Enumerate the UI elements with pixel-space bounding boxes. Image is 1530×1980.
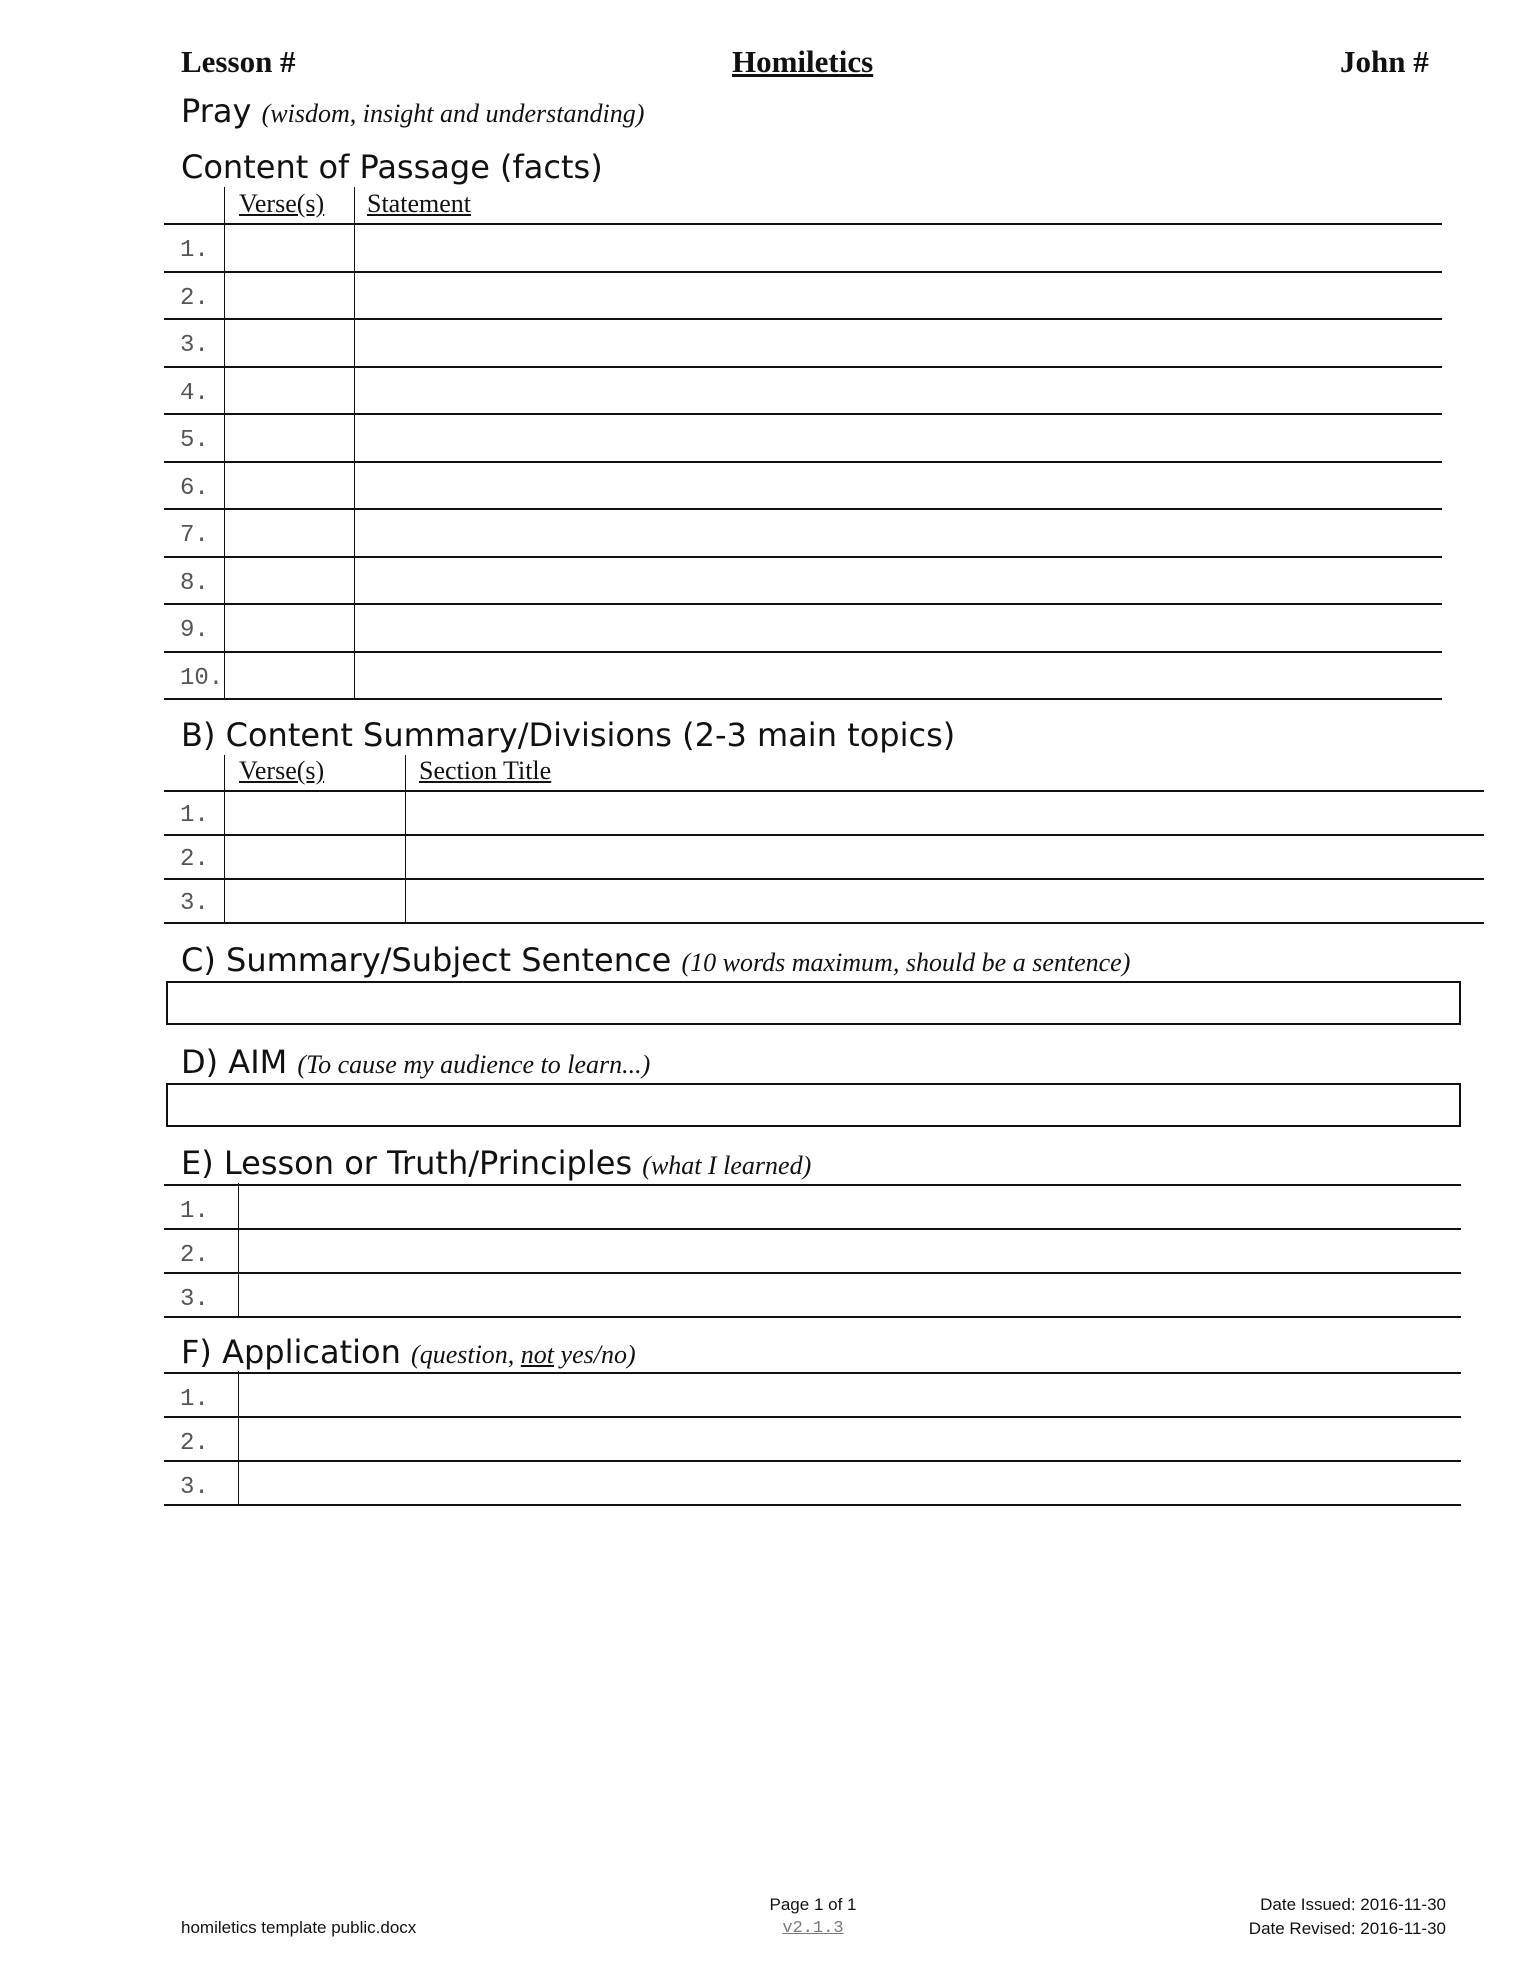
application-entry[interactable] [240, 1419, 1459, 1457]
aim-field[interactable] [166, 1083, 1461, 1127]
row-number: 2. [180, 1430, 209, 1457]
pray-line [181, 92, 644, 130]
row-rule [164, 556, 1442, 558]
section-f-note-emphasis: not [520, 1340, 555, 1369]
verse-cell[interactable] [226, 654, 352, 696]
statement-cell[interactable] [356, 559, 1440, 601]
section-title-cell[interactable] [407, 837, 1482, 875]
principle-entry[interactable] [240, 1187, 1459, 1225]
footer-date-revised: Date Revised: 2016-11-30 [1248, 1919, 1446, 1938]
verse-cell[interactable] [226, 416, 352, 458]
section-c-title: C) Summary/Subject Sentence [181, 941, 672, 979]
column-divider [354, 187, 355, 698]
principle-entry[interactable] [240, 1231, 1459, 1269]
pray-note: (wisdom, insight and understanding) [261, 99, 645, 128]
column-divider [224, 755, 225, 922]
section-c-note: (10 words maximum, should be a sentence) [681, 948, 1131, 977]
row-rule [164, 1416, 1461, 1418]
lesson-number-label: Lesson # [181, 44, 296, 79]
section-e-note: (what I learned) [642, 1151, 812, 1180]
row-rule [164, 508, 1442, 510]
row-number: 6. [180, 474, 209, 502]
statement-cell[interactable] [356, 464, 1440, 506]
row-number: 4. [180, 379, 209, 407]
section-e-title: E) Lesson or Truth/Principles [181, 1144, 633, 1182]
row-number: 3. [180, 332, 209, 359]
section-b-section-title-header: Section Title [419, 756, 552, 785]
verse-cell[interactable] [226, 881, 403, 919]
section-e-title-line [181, 1144, 811, 1182]
verse-cell[interactable] [226, 274, 352, 316]
row-number: 1. [180, 237, 209, 264]
statement-cell[interactable] [356, 511, 1440, 553]
row-rule [164, 1460, 1461, 1462]
section-c-title-line [181, 941, 1130, 979]
row-number: 1. [180, 1386, 209, 1413]
row-number: 10. [180, 664, 224, 692]
principle-entry[interactable] [240, 1275, 1459, 1313]
column-divider [238, 1183, 239, 1316]
section-b-verse-header: Verse(s) [239, 756, 325, 785]
section-a-title: Content of Passage (facts) [181, 148, 603, 186]
verse-cell[interactable] [226, 606, 352, 648]
section-d-title: D) AIM [181, 1043, 288, 1081]
statement-cell[interactable] [356, 226, 1440, 268]
column-divider [405, 755, 406, 922]
book-chapter-label: John # [1340, 44, 1429, 79]
row-number: 2. [180, 1242, 209, 1269]
section-f-title-line [181, 1333, 636, 1371]
row-rule [164, 1504, 1461, 1506]
row-rule [164, 834, 1484, 836]
section-title-cell[interactable] [407, 793, 1482, 831]
row-number: 5. [180, 427, 209, 454]
verse-cell[interactable] [226, 559, 352, 601]
column-divider [238, 1371, 239, 1504]
row-number: 2. [180, 846, 209, 873]
row-number: 3. [180, 890, 209, 917]
row-number: 3. [180, 1474, 209, 1501]
row-rule [164, 603, 1442, 605]
row-rule [164, 318, 1442, 320]
footer-date-issued: Date Issued: 2016-11-30 [1260, 1895, 1446, 1914]
row-rule [164, 651, 1442, 653]
subject-sentence-field[interactable] [166, 981, 1461, 1025]
table-top-rule [164, 223, 1442, 225]
row-number: 3. [180, 1286, 209, 1313]
verse-cell[interactable] [226, 369, 352, 411]
statement-cell[interactable] [356, 369, 1440, 411]
row-rule [164, 366, 1442, 368]
table-top-rule [164, 790, 1484, 792]
row-number: 7. [180, 522, 209, 549]
pray-label: Pray [181, 92, 252, 130]
row-number: 9. [180, 617, 209, 644]
row-number: 1. [180, 802, 209, 829]
row-rule [164, 1272, 1461, 1274]
footer-filename: homiletics template public.docx [181, 1918, 417, 1937]
table-top-rule [164, 1184, 1461, 1186]
application-entry[interactable] [240, 1463, 1459, 1501]
row-rule [164, 1316, 1461, 1318]
table-top-rule [164, 1372, 1461, 1374]
row-rule [164, 413, 1442, 415]
section-f-note [411, 1340, 636, 1369]
section-d-note: (To cause my audience to learn...) [297, 1050, 651, 1079]
verse-cell[interactable] [226, 793, 403, 831]
statement-cell[interactable] [356, 321, 1440, 363]
row-rule [164, 461, 1442, 463]
row-number: 1. [180, 1198, 209, 1225]
footer-version: v2.1.3 [782, 1919, 844, 1938]
footer-page-number: Page 1 of 1 [769, 1895, 857, 1914]
row-number: 8. [180, 569, 209, 597]
row-rule [164, 1228, 1461, 1230]
section-b-title: B) Content Summary/Divisions (2-3 main topics) [181, 716, 956, 754]
statement-cell[interactable] [356, 606, 1440, 648]
statement-cell[interactable] [356, 274, 1440, 316]
section-f-title: F) Application [181, 1333, 401, 1371]
row-number: 2. [180, 284, 209, 312]
row-rule [164, 878, 1484, 880]
verse-cell[interactable] [226, 511, 352, 553]
verse-cell[interactable] [226, 464, 352, 506]
section-f-note-start: (question, [411, 1340, 521, 1369]
statement-cell[interactable] [356, 654, 1440, 696]
section-title-cell[interactable] [407, 881, 1482, 919]
row-rule [164, 271, 1442, 273]
section-a-statement-header: Statement [367, 189, 471, 218]
statement-cell[interactable] [356, 416, 1440, 458]
page-title: Homiletics [732, 44, 874, 79]
section-a-verse-header: Verse(s) [239, 189, 325, 218]
row-rule [164, 922, 1484, 924]
verse-cell[interactable] [226, 837, 403, 875]
section-f-note-end: yes/no) [554, 1340, 636, 1369]
row-rule [164, 698, 1442, 700]
column-divider [224, 187, 225, 698]
verse-cell[interactable] [226, 226, 352, 268]
application-entry[interactable] [240, 1375, 1459, 1413]
section-d-title-line [181, 1043, 650, 1081]
verse-cell[interactable] [226, 321, 352, 363]
